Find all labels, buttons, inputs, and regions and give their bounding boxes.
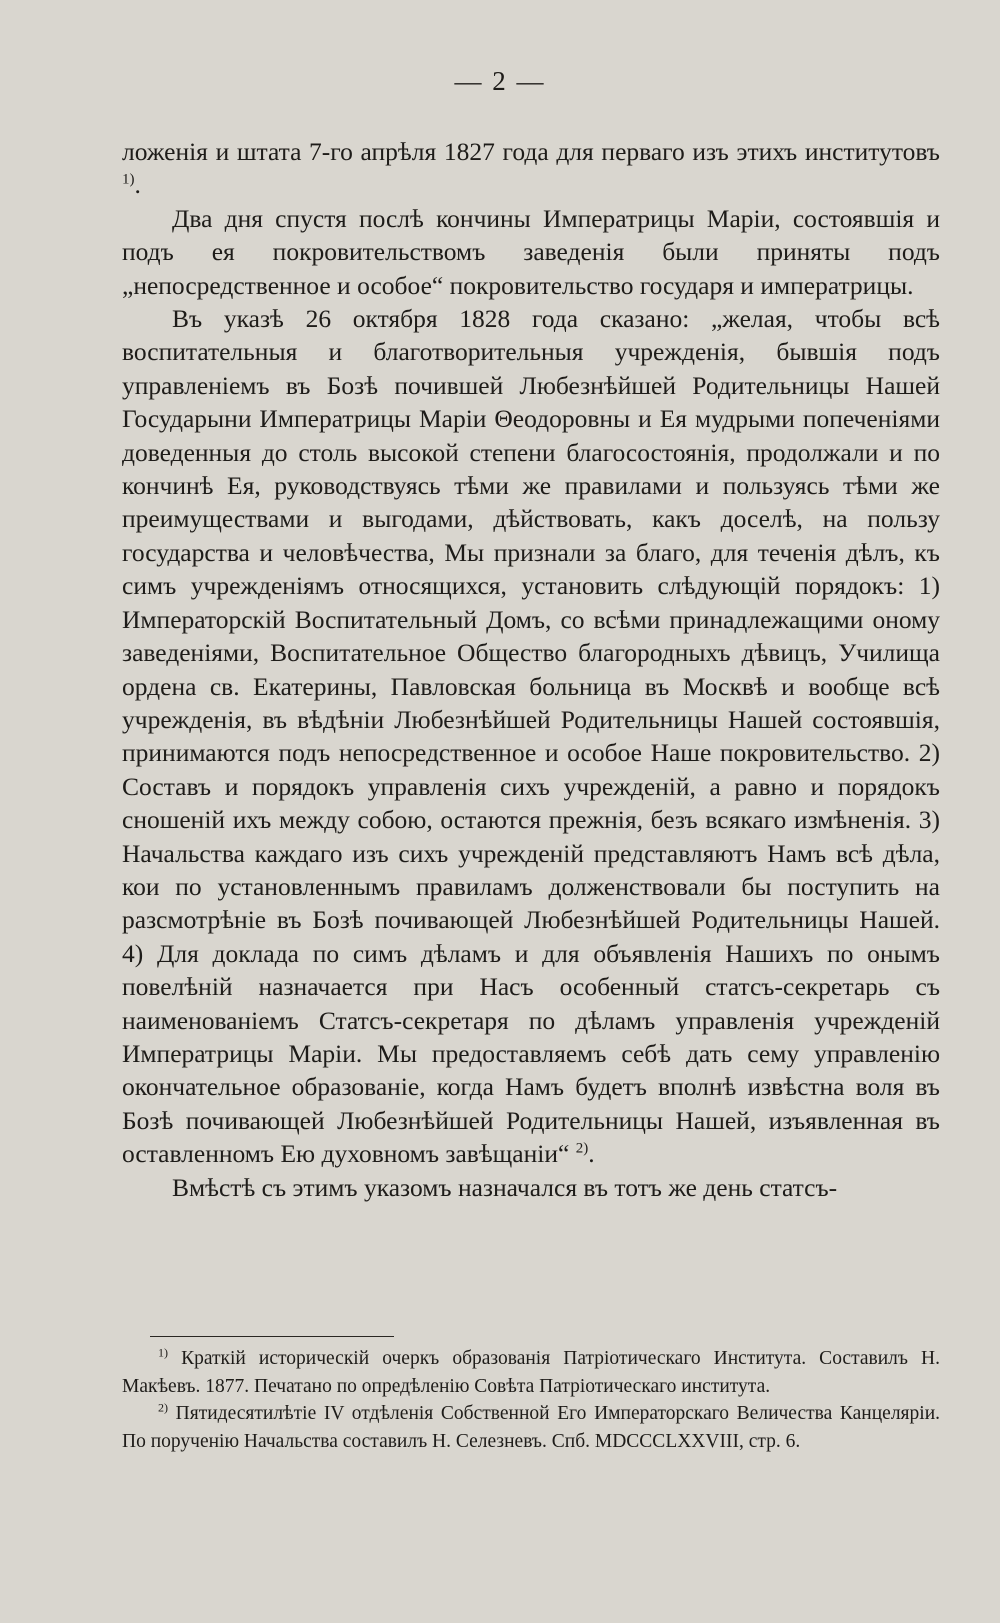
footnotes <box>122 1345 940 1455</box>
paragraph-1-tail: . <box>134 170 141 200</box>
paragraph-3 <box>122 302 940 1171</box>
footnote-ref-2: 2) <box>575 1140 589 1157</box>
paragraph-3-tail: . <box>588 1139 595 1169</box>
footnote-2-text: Пятидесятилѣтіе IV отдѣленія Собственной Его Императорскаго Величества Канцеляріи. По порученію Начальства составилъ Н. Селезневъ. Спб. MDCCCLXXVIII, стр. 6. <box>122 1403 940 1452</box>
footnote-divider <box>150 1336 394 1337</box>
footnote-ref-1: 1) <box>122 171 135 188</box>
footnote-2 <box>122 1400 940 1455</box>
paragraph-4: Вмѣстѣ съ этимъ указомъ назначался въ тотъ же день статсъ- <box>172 1172 838 1202</box>
footnote-1-mark: 1) <box>158 1345 168 1360</box>
paragraph-2: Два дня спустя послѣ кончины Императрицы Маріи, состоявшія и подъ ея покровительствомъ заведенія были приняты подъ „непосредственное и особое“ покровительство государя и императрицы. <box>122 203 940 300</box>
footnote-1 <box>122 1345 940 1400</box>
paragraph-3-text: Въ указѣ 26 октября 1828 года сказано: „желая, чтобы всѣ воспитательныя и благотворительныя учрежденія, бывшія подъ управленіемъ въ Бозѣ почившей Любезнѣйшей Родительницы Нашей Государыни Императрицы Маріи Θеодоровны и Ея мудрыми попеченіями доведенныя до столь высокой степени благосостоянія, продолжали и по кончинѣ Ея, руководствуясь тѣми же правилами и пользуясь тѣми же преимуществами и выгодами, дѣйствовать, какъ доселѣ, на пользу государства и человѣчества, Мы признали за благо, для теченія дѣлъ, къ симъ учрежденіямъ относящихся, установить слѣдующій порядокъ: 1) Императорскій Воспитательный Домъ, со всѣми принадлежащими оному заведеніями, Воспитательное Общество благородныхъ дѣвицъ, Училища ордена св. Екатерины, Павловская больница въ Москвѣ и вообще всѣ учрежденія, въ вѣдѣніи Любезнѣйшей Родительницы Нашей состоявшія, принимаются подъ непосредственное и особое Наше покровительство. 2) Составъ и порядокъ управленія сихъ учрежденій, а равно и порядокъ сношеній ихъ между собою, остаются прежнія, безъ всякаго измѣненія. 3) Начальства каждаго изъ сихъ учрежденій представляютъ Намъ всѣ дѣла, кои по установленнымъ правиламъ долженствовали бы поступить на разсмотрѣніе въ Бозѣ почивающей Любезнѣйшей Родительницы Нашей. 4) Для доклада по симъ дѣламъ и для объявленія Нашихъ по онымъ повелѣній назначается при Насъ особенный статсъ-секретарь съ наименованіемъ Статсъ-секретаря по дѣламъ управленія учрежденій Императрицы Маріи. Мы предоставляемъ себѣ дать сему управленію окончательное образованіе, когда Намъ будетъ вполнѣ извѣстна воля въ Бозѣ почивающей Любезнѣйшей Родительницы Нашей, изъявленная въ оставленномъ Ею духовномъ завѣщаніи“ <box>122 304 940 1169</box>
body-text <box>122 135 940 1204</box>
paragraph-1 <box>122 135 940 202</box>
paragraph-1-text: ложенія и штата 7-го апрѣля 1827 года для перваго изъ этихъ институтовъ <box>122 137 940 166</box>
footnote-2-mark: 2) <box>158 1400 168 1415</box>
footnote-1-text: Краткій историческій очеркъ образованія Патріотическаго Института. Составилъ Н. Макѣевъ. 1877. Печатано по опредѣленію Совѣта Патріотическаго института. <box>122 1348 940 1397</box>
page-number: — 2 — <box>454 66 546 96</box>
